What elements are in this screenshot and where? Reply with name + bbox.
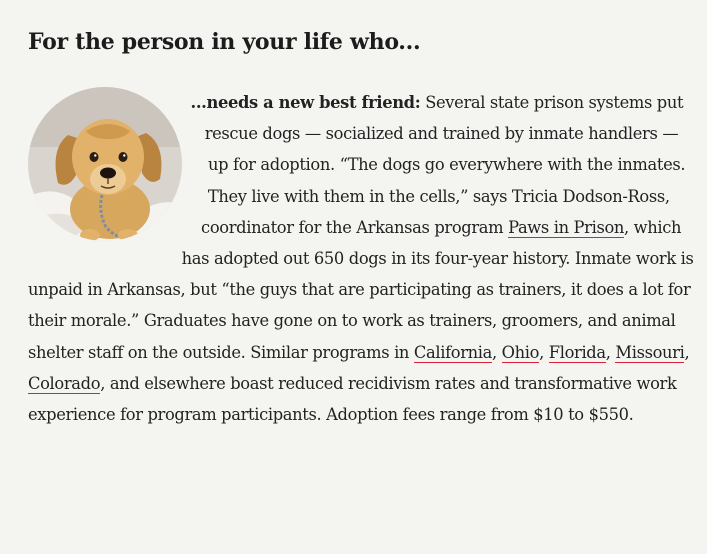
section-heading: For the person in your life who... <box>28 29 421 55</box>
body-text-3: , and elsewhere boast reduced recidivism rates and transformative work experience for program participants. Adoption fees range from $10 to $550. <box>28 373 677 425</box>
body-text-1: Several state prison systems put rescue dogs — socialized and trained by inmate handlers — up for adoption. “The dogs go everywhere with the inmates. They live with them in the cells,” says Tricia Dodson-Ross, coordinator for the Arkansas program <box>201 93 686 237</box>
separator: , <box>539 342 549 362</box>
puppy-photo-circle <box>28 87 182 241</box>
link-florida[interactable]: Florida <box>548 342 606 362</box>
link-paws-in-prison[interactable]: Paws in Prison <box>508 217 625 237</box>
puppy-photo <box>28 87 186 263</box>
separator: , <box>492 342 502 362</box>
lead-text: ...needs a new best friend: <box>190 93 421 112</box>
link-colorado[interactable]: Colorado <box>28 373 101 393</box>
separator: , <box>605 342 616 362</box>
link-missouri[interactable]: Missouri <box>615 342 685 362</box>
article <box>28 0 700 554</box>
link-california[interactable]: California <box>413 342 492 362</box>
article-body <box>28 87 700 430</box>
body-text-2: , which has adopted out 650 dogs in its four-year history. Inmate work is unpaid in Arkansas, but “the guys that are participating as trainers, it does a lot for their morale.” Graduates have gone on to work as trainers, groomers, and animal shelter staff on the outside. Similar programs in <box>28 217 694 362</box>
puppy-illustration <box>28 87 182 241</box>
separator: , <box>684 342 690 362</box>
link-ohio[interactable]: Ohio <box>501 342 540 362</box>
